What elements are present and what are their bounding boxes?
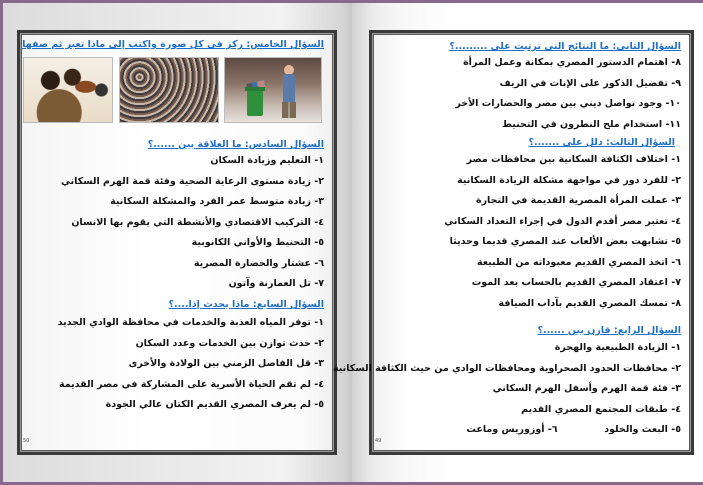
question-4-title: السؤال الرابع: قارن بين ......؟: [537, 325, 681, 336]
trash-bin-icon: [247, 90, 263, 116]
cartoon-man-trash-bin-image: [224, 57, 322, 123]
list-item: ١- اختلاف الكثافة السكانية بين محافظات مصر: [466, 154, 681, 165]
list-item: ١٠- وجود تواصل ديني بين مصر والحضارات الأخر: [455, 98, 681, 109]
question-7-list: [58, 313, 324, 416]
list-item: ٤- لم تقم الحياة الأسرية على المشاركة في مصر القديمة: [58, 378, 324, 390]
list-item: ٢- محافظات الحدود الصحراوية ومحافظات الوادي من حيث الكثافة السكانية: [333, 362, 681, 374]
list-item-row: [333, 420, 681, 441]
list-item: ٦- عشتار والحضارة المصرية: [193, 257, 324, 269]
question-3-list: [444, 150, 681, 314]
list-item: ٩- تفضيل الذكور على الإناث في الريف: [499, 77, 681, 89]
list-item: ٥- لم يعرف المصري القديم الكتان عالي الجودة: [105, 399, 324, 410]
right-page-frame: [333, 30, 694, 455]
list-item: ٤- طبقات المجتمع المصري القديم: [521, 403, 681, 415]
question-6-title: السؤال السادس: ما العلاقة بين ......؟: [147, 139, 324, 150]
list-item: ٣- فئة قمة الهرم وأسفل الهرم السكاني: [492, 383, 681, 394]
man-figure-icon: [283, 74, 295, 102]
list-item: ٧- تل العمارنة وآتون: [228, 278, 324, 289]
left-page-content: [20, 33, 334, 452]
question-4-list: [333, 338, 681, 441]
list-item: ١- التعليم وزيادة السكان: [210, 155, 324, 166]
crowded-street-image: [119, 57, 219, 123]
question-6-list: [61, 151, 324, 295]
list-item: ٣- زيادة متوسط عمر الفرد والمشكلة السكانية: [110, 196, 324, 207]
book-spread: [3, 3, 703, 482]
question-2-list: [455, 53, 681, 135]
list-item: ٣- عملت المرأة المصرية القديمة في التجارة: [475, 195, 681, 206]
list-item: ٦- أوزوريس وماعت: [466, 424, 558, 435]
list-item: ٤- التركيب الاقتصادي والأنشطة التي يقوم بها الانسان: [71, 216, 324, 228]
list-item: ٨- اهتمام الدستور المصري بمكانة وعمل المرأة: [463, 57, 681, 68]
list-item: ٤- تعتبر مصر أقدم الدول في إجراء التعداد السكاني: [444, 215, 681, 227]
list-item: ٨- تمسك المصري القديم بآداب الضيافة: [498, 297, 681, 309]
man-legs-icon: [282, 102, 296, 118]
right-page-content: [333, 33, 691, 452]
right-page: [333, 3, 703, 482]
list-item: ٣- قل الفاصل الزمني بين الولادة والأخرى: [128, 358, 324, 369]
question-3-title: السؤال الثالث: دلل على .......؟: [528, 137, 675, 148]
page-number: 49: [375, 438, 382, 444]
list-item: ٥- البعث والخلود: [604, 424, 681, 435]
list-item: ٢- حدث توازن بين الخدمات وعدد السكان: [135, 337, 324, 349]
ancient-egyptian-women-image: [23, 57, 113, 123]
question-5-title: السؤال الخامس: ركز في كل صورة واكتب إلى ماذا تعبر ثم صفها: [22, 39, 324, 50]
list-item: ٥- التحنيط والأواني الكانوبية: [191, 237, 324, 248]
list-item: ٦- اتخذ المصري القديم معبوداته من الطبيعة: [476, 256, 681, 268]
question-7-title: السؤال السابع: ماذا يحدث إذا....؟: [168, 299, 324, 310]
list-item: ٢- زيادة مستوى الرعاية الصحية وفئة قمة الهرم السكاني: [60, 175, 324, 187]
question-2-title: السؤال الثاني: ما النتائج التي ترتبت على .........؟: [449, 41, 681, 52]
list-item: ٧- اعتقاد المصري القديم بالحساب بعد الموت: [471, 277, 681, 288]
question-5-images: [20, 57, 334, 123]
list-item: ٥- تشابهت بعض الألعاب عند المصري قديما وحديثا: [449, 236, 681, 247]
list-item: ١١- استخدام ملح النطرون في التحنيط: [502, 118, 681, 130]
left-page-frame: [17, 30, 337, 455]
list-item: ١- الزيادة الطبيعية والهجرة: [554, 342, 681, 353]
left-page: [3, 3, 352, 482]
page-number: 50: [23, 438, 30, 444]
list-item: ٢- للفرد دور في مواجهة مشكلة الزيادة السكانية: [457, 174, 681, 186]
list-item: ١- توفر المياه العذبة والخدمات في محافظة الوادي الجديد: [57, 317, 324, 328]
